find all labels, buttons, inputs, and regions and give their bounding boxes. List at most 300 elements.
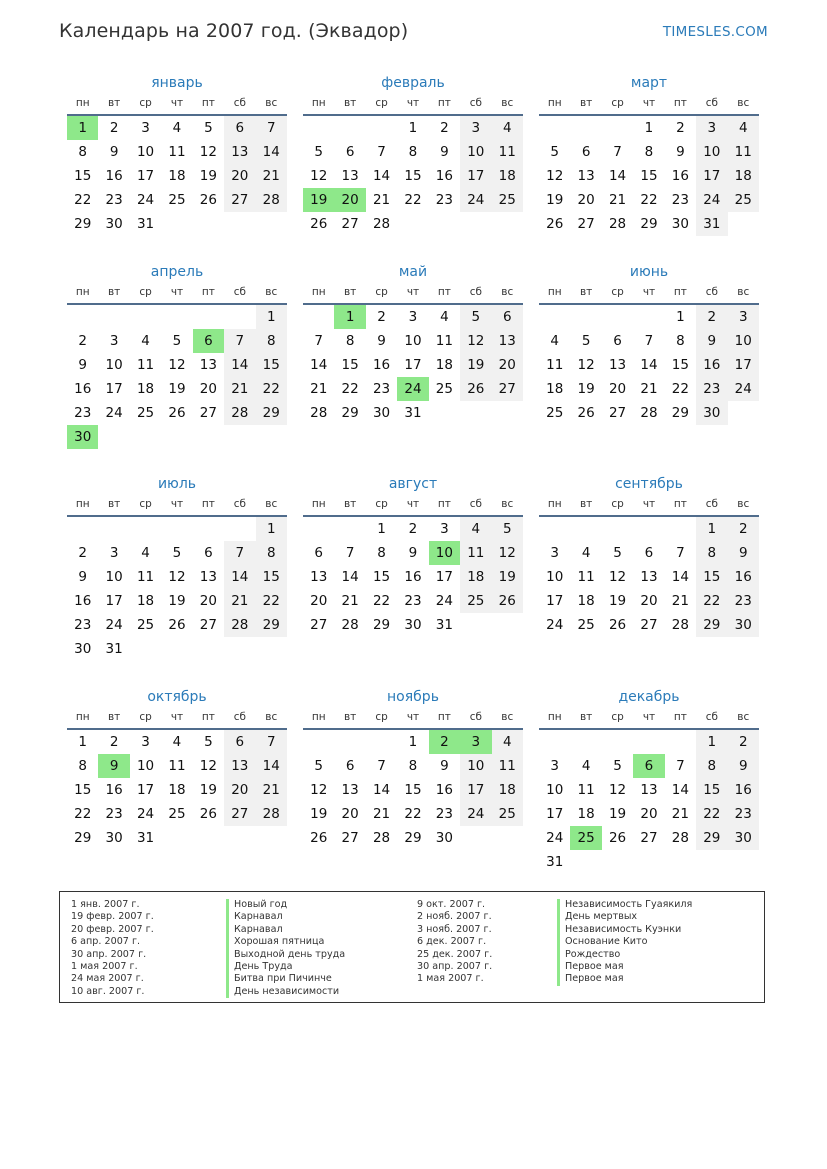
day-cell[interactable]: 26: [168, 617, 186, 633]
day-cell[interactable]: 17: [435, 569, 453, 585]
day-cell[interactable]: 31: [105, 641, 123, 657]
day-cell[interactable]: 15: [671, 357, 689, 373]
day-cell[interactable]: 9: [78, 357, 87, 373]
day-cell[interactable]: 9: [440, 758, 449, 774]
day-cell[interactable]: 15: [372, 569, 391, 585]
day-cell[interactable]: 13: [341, 782, 359, 798]
day-cell[interactable]: 12: [608, 569, 627, 585]
day-cell[interactable]: 30: [671, 216, 689, 232]
day-cell[interactable]: 12: [546, 168, 564, 184]
day-cell[interactable]: 6: [224, 730, 255, 754]
day-cell[interactable]: 19: [577, 381, 595, 397]
day-cell[interactable]: 10: [136, 758, 155, 774]
day-cell[interactable]: 16: [671, 168, 689, 184]
day-cell[interactable]: 1: [408, 734, 418, 750]
day-cell[interactable]: 4: [172, 120, 182, 136]
holiday-day-cell[interactable]: 1: [67, 116, 98, 140]
day-cell[interactable]: 31: [136, 216, 155, 232]
day-cell[interactable]: 10: [404, 333, 422, 349]
day-cell[interactable]: 27: [640, 830, 658, 846]
day-cell[interactable]: 27: [224, 802, 255, 826]
day-cell[interactable]: 11: [168, 144, 186, 160]
day-cell[interactable]: 15: [74, 168, 92, 184]
day-cell[interactable]: 27: [341, 830, 359, 846]
day-cell[interactable]: 21: [608, 192, 627, 208]
day-cell[interactable]: 21: [256, 164, 287, 188]
day-cell[interactable]: 18: [460, 565, 491, 589]
day-cell[interactable]: 8: [377, 545, 386, 561]
day-cell[interactable]: 17: [136, 782, 155, 798]
day-cell[interactable]: 2: [78, 545, 87, 561]
day-cell[interactable]: 31: [404, 405, 422, 421]
day-cell[interactable]: 21: [341, 593, 359, 609]
day-cell[interactable]: 20: [640, 593, 658, 609]
holiday-day-cell[interactable]: 20: [334, 188, 365, 212]
day-cell[interactable]: 17: [136, 168, 155, 184]
day-cell[interactable]: 29: [404, 830, 422, 846]
day-cell[interactable]: 7: [377, 758, 386, 774]
holiday-day-cell[interactable]: 30: [67, 425, 98, 449]
day-cell[interactable]: 8: [78, 144, 87, 160]
day-cell[interactable]: 31: [435, 617, 453, 633]
day-cell[interactable]: 7: [345, 545, 355, 561]
day-cell[interactable]: 26: [608, 830, 627, 846]
day-cell[interactable]: 30: [728, 826, 759, 850]
day-cell[interactable]: 23: [105, 192, 123, 208]
day-cell[interactable]: 20: [199, 593, 217, 609]
day-cell[interactable]: 22: [696, 589, 727, 613]
day-cell[interactable]: 13: [492, 329, 523, 353]
day-cell[interactable]: 25: [460, 589, 491, 613]
day-cell[interactable]: 17: [404, 357, 422, 373]
day-cell[interactable]: 13: [577, 168, 595, 184]
day-cell[interactable]: 30: [105, 216, 123, 232]
day-cell[interactable]: 2: [408, 521, 418, 537]
day-cell[interactable]: 25: [728, 188, 759, 212]
day-cell[interactable]: 12: [168, 357, 186, 373]
day-cell[interactable]: 8: [696, 754, 727, 778]
holiday-day-cell[interactable]: 3: [460, 730, 491, 754]
day-cell[interactable]: 8: [696, 541, 727, 565]
day-cell[interactable]: 24: [728, 377, 759, 401]
day-cell[interactable]: 28: [256, 188, 287, 212]
day-cell[interactable]: 8: [345, 333, 355, 349]
day-cell[interactable]: 9: [109, 144, 119, 160]
day-cell[interactable]: 29: [256, 401, 287, 425]
day-cell[interactable]: 3: [141, 120, 150, 136]
day-cell[interactable]: 15: [404, 168, 422, 184]
day-cell[interactable]: 14: [608, 168, 627, 184]
day-cell[interactable]: 14: [224, 353, 255, 377]
day-cell[interactable]: 16: [105, 168, 123, 184]
day-cell[interactable]: 20: [341, 806, 359, 822]
day-cell[interactable]: 2: [109, 734, 119, 750]
day-cell[interactable]: 24: [696, 188, 727, 212]
day-cell[interactable]: 18: [168, 782, 186, 798]
day-cell[interactable]: 7: [224, 541, 255, 565]
day-cell[interactable]: 4: [141, 333, 150, 349]
day-cell[interactable]: 8: [408, 144, 418, 160]
day-cell[interactable]: 19: [168, 593, 186, 609]
day-cell[interactable]: 24: [105, 405, 123, 421]
day-cell[interactable]: 25: [492, 802, 523, 826]
day-cell[interactable]: 12: [608, 782, 627, 798]
day-cell[interactable]: 26: [199, 806, 217, 822]
day-cell[interactable]: 8: [408, 758, 418, 774]
day-cell[interactable]: 25: [577, 617, 595, 633]
day-cell[interactable]: 3: [696, 116, 727, 140]
day-cell[interactable]: 2: [728, 730, 759, 754]
day-cell[interactable]: 16: [728, 565, 759, 589]
day-cell[interactable]: 3: [440, 521, 449, 537]
day-cell[interactable]: 31: [696, 212, 727, 236]
day-cell[interactable]: 24: [460, 802, 491, 826]
day-cell[interactable]: 29: [696, 826, 727, 850]
day-cell[interactable]: 22: [256, 377, 287, 401]
day-cell[interactable]: 1: [78, 734, 87, 750]
day-cell[interactable]: 5: [172, 333, 182, 349]
day-cell[interactable]: 8: [644, 144, 654, 160]
day-cell[interactable]: 23: [435, 192, 453, 208]
day-cell[interactable]: 13: [341, 168, 359, 184]
day-cell[interactable]: 22: [404, 192, 422, 208]
day-cell[interactable]: 13: [640, 782, 658, 798]
day-cell[interactable]: 19: [310, 806, 328, 822]
day-cell[interactable]: 7: [676, 545, 685, 561]
day-cell[interactable]: 7: [613, 144, 622, 160]
day-cell[interactable]: 14: [671, 569, 689, 585]
day-cell[interactable]: 22: [372, 593, 391, 609]
day-cell[interactable]: 27: [310, 617, 328, 633]
day-cell[interactable]: 6: [581, 144, 591, 160]
day-cell[interactable]: 19: [168, 381, 186, 397]
day-cell[interactable]: 18: [136, 593, 155, 609]
day-cell[interactable]: 27: [199, 405, 217, 421]
day-cell[interactable]: 26: [577, 405, 595, 421]
day-cell[interactable]: 5: [314, 758, 323, 774]
day-cell[interactable]: 18: [577, 593, 595, 609]
day-cell[interactable]: 20: [224, 164, 255, 188]
holiday-day-cell[interactable]: 10: [429, 541, 460, 565]
day-cell[interactable]: 10: [460, 754, 491, 778]
day-cell[interactable]: 18: [168, 168, 186, 184]
day-cell[interactable]: 21: [372, 192, 391, 208]
day-cell[interactable]: 14: [224, 565, 255, 589]
day-cell[interactable]: 26: [460, 377, 491, 401]
day-cell[interactable]: 18: [435, 357, 453, 373]
day-cell[interactable]: 11: [728, 140, 759, 164]
day-cell[interactable]: 27: [577, 216, 595, 232]
day-cell[interactable]: 5: [204, 120, 213, 136]
day-cell[interactable]: 26: [168, 405, 186, 421]
day-cell[interactable]: 8: [256, 329, 287, 353]
day-cell[interactable]: 13: [199, 569, 217, 585]
day-cell[interactable]: 28: [671, 617, 689, 633]
day-cell[interactable]: 3: [728, 305, 759, 329]
day-cell[interactable]: 2: [728, 517, 759, 541]
day-cell[interactable]: 19: [199, 782, 217, 798]
day-cell[interactable]: 11: [492, 754, 523, 778]
day-cell[interactable]: 3: [460, 116, 491, 140]
day-cell[interactable]: 26: [310, 216, 328, 232]
holiday-day-cell[interactable]: 1: [334, 305, 365, 329]
day-cell[interactable]: 9: [728, 541, 759, 565]
day-cell[interactable]: 1: [377, 521, 386, 537]
day-cell[interactable]: 2: [377, 309, 386, 325]
holiday-day-cell[interactable]: 6: [193, 329, 224, 353]
day-cell[interactable]: 10: [136, 144, 155, 160]
day-cell[interactable]: 15: [404, 782, 422, 798]
day-cell[interactable]: 29: [372, 617, 391, 633]
day-cell[interactable]: 28: [608, 216, 627, 232]
day-cell[interactable]: 16: [74, 381, 92, 397]
day-cell[interactable]: 10: [105, 357, 123, 373]
day-cell[interactable]: 12: [310, 168, 328, 184]
day-cell[interactable]: 11: [460, 541, 491, 565]
day-cell[interactable]: 5: [172, 545, 182, 561]
day-cell[interactable]: 5: [314, 144, 323, 160]
day-cell[interactable]: 20: [577, 192, 595, 208]
holiday-day-cell[interactable]: 6: [633, 754, 664, 778]
day-cell[interactable]: 27: [224, 188, 255, 212]
day-cell[interactable]: 24: [546, 830, 564, 846]
day-cell[interactable]: 9: [696, 329, 727, 353]
day-cell[interactable]: 23: [728, 589, 759, 613]
day-cell[interactable]: 11: [435, 333, 453, 349]
day-cell[interactable]: 6: [492, 305, 523, 329]
day-cell[interactable]: 17: [546, 593, 564, 609]
day-cell[interactable]: 6: [613, 333, 622, 349]
day-cell[interactable]: 22: [640, 192, 658, 208]
day-cell[interactable]: 11: [577, 782, 595, 798]
day-cell[interactable]: 14: [671, 782, 689, 798]
day-cell[interactable]: 29: [256, 613, 287, 637]
day-cell[interactable]: 11: [168, 758, 186, 774]
day-cell[interactable]: 29: [696, 613, 727, 637]
day-cell[interactable]: 13: [640, 569, 658, 585]
day-cell[interactable]: 23: [671, 192, 689, 208]
day-cell[interactable]: 11: [136, 569, 155, 585]
day-cell[interactable]: 22: [256, 589, 287, 613]
day-cell[interactable]: 21: [224, 589, 255, 613]
day-cell[interactable]: 19: [460, 353, 491, 377]
day-cell[interactable]: 1: [256, 305, 287, 329]
day-cell[interactable]: 28: [372, 216, 391, 232]
day-cell[interactable]: 20: [640, 806, 658, 822]
day-cell[interactable]: 4: [581, 545, 591, 561]
day-cell[interactable]: 19: [608, 806, 627, 822]
holiday-day-cell[interactable]: 9: [98, 754, 129, 778]
day-cell[interactable]: 4: [492, 116, 523, 140]
day-cell[interactable]: 30: [372, 405, 391, 421]
day-cell[interactable]: 20: [224, 778, 255, 802]
day-cell[interactable]: 13: [224, 754, 255, 778]
day-cell[interactable]: 4: [141, 545, 150, 561]
day-cell[interactable]: 5: [492, 517, 523, 541]
day-cell[interactable]: 5: [460, 305, 491, 329]
day-cell[interactable]: 7: [644, 333, 654, 349]
day-cell[interactable]: 10: [460, 140, 491, 164]
day-cell[interactable]: 22: [74, 192, 92, 208]
day-cell[interactable]: 24: [136, 192, 155, 208]
day-cell[interactable]: 24: [136, 806, 155, 822]
day-cell[interactable]: 20: [492, 353, 523, 377]
day-cell[interactable]: 3: [408, 309, 418, 325]
day-cell[interactable]: 17: [460, 164, 491, 188]
day-cell[interactable]: 13: [199, 357, 217, 373]
day-cell[interactable]: 28: [341, 617, 359, 633]
day-cell[interactable]: 9: [676, 144, 685, 160]
day-cell[interactable]: 10: [728, 329, 759, 353]
day-cell[interactable]: 7: [256, 116, 287, 140]
day-cell[interactable]: 21: [224, 377, 255, 401]
day-cell[interactable]: 13: [310, 569, 328, 585]
day-cell[interactable]: 18: [492, 778, 523, 802]
day-cell[interactable]: 21: [640, 381, 658, 397]
day-cell[interactable]: 21: [671, 806, 689, 822]
day-cell[interactable]: 28: [310, 405, 328, 421]
day-cell[interactable]: 22: [696, 802, 727, 826]
day-cell[interactable]: 9: [78, 569, 87, 585]
day-cell[interactable]: 5: [550, 144, 559, 160]
day-cell[interactable]: 3: [550, 545, 559, 561]
day-cell[interactable]: 7: [224, 329, 255, 353]
day-cell[interactable]: 24: [460, 188, 491, 212]
brand-link[interactable]: TIMESLES.COM: [662, 24, 768, 40]
day-cell[interactable]: 26: [492, 589, 523, 613]
day-cell[interactable]: 29: [671, 405, 689, 421]
day-cell[interactable]: 6: [314, 545, 323, 561]
day-cell[interactable]: 22: [671, 381, 689, 397]
day-cell[interactable]: 19: [199, 168, 217, 184]
day-cell[interactable]: 6: [345, 144, 355, 160]
day-cell[interactable]: 6: [644, 545, 654, 561]
day-cell[interactable]: 4: [440, 309, 449, 325]
day-cell[interactable]: 29: [341, 405, 359, 421]
day-cell[interactable]: 26: [199, 192, 217, 208]
day-cell[interactable]: 1: [696, 730, 727, 754]
day-cell[interactable]: 15: [256, 353, 287, 377]
day-cell[interactable]: 15: [341, 357, 359, 373]
day-cell[interactable]: 12: [460, 329, 491, 353]
day-cell[interactable]: 9: [728, 754, 759, 778]
day-cell[interactable]: 2: [109, 120, 119, 136]
day-cell[interactable]: 28: [256, 802, 287, 826]
day-cell[interactable]: 2: [676, 120, 685, 136]
day-cell[interactable]: 20: [199, 381, 217, 397]
day-cell[interactable]: 11: [546, 357, 564, 373]
day-cell[interactable]: 4: [492, 730, 523, 754]
holiday-day-cell[interactable]: 24: [397, 377, 428, 401]
day-cell[interactable]: 28: [224, 401, 255, 425]
day-cell[interactable]: 27: [199, 617, 217, 633]
day-cell[interactable]: 30: [435, 830, 453, 846]
day-cell[interactable]: 12: [492, 541, 523, 565]
day-cell[interactable]: 15: [696, 778, 727, 802]
day-cell[interactable]: 2: [78, 333, 87, 349]
day-cell[interactable]: 8: [256, 541, 287, 565]
day-cell[interactable]: 23: [105, 806, 123, 822]
day-cell[interactable]: 12: [168, 569, 186, 585]
day-cell[interactable]: 14: [372, 782, 391, 798]
day-cell[interactable]: 16: [74, 593, 92, 609]
day-cell[interactable]: 18: [546, 381, 564, 397]
day-cell[interactable]: 12: [310, 782, 328, 798]
day-cell[interactable]: 24: [435, 593, 453, 609]
day-cell[interactable]: 17: [460, 778, 491, 802]
day-cell[interactable]: 29: [640, 216, 658, 232]
day-cell[interactable]: 21: [671, 593, 689, 609]
day-cell[interactable]: 10: [546, 569, 564, 585]
day-cell[interactable]: 4: [172, 734, 182, 750]
day-cell[interactable]: 17: [105, 593, 123, 609]
day-cell[interactable]: 25: [168, 192, 186, 208]
day-cell[interactable]: 31: [136, 830, 155, 846]
holiday-day-cell[interactable]: 25: [570, 826, 601, 850]
day-cell[interactable]: 20: [310, 593, 328, 609]
day-cell[interactable]: 15: [640, 168, 658, 184]
day-cell[interactable]: 11: [136, 357, 155, 373]
day-cell[interactable]: 29: [74, 216, 92, 232]
day-cell[interactable]: 7: [256, 730, 287, 754]
day-cell[interactable]: 9: [377, 333, 386, 349]
day-cell[interactable]: 21: [310, 381, 328, 397]
day-cell[interactable]: 5: [613, 758, 622, 774]
day-cell[interactable]: 18: [728, 164, 759, 188]
day-cell[interactable]: 30: [74, 641, 92, 657]
day-cell[interactable]: 25: [136, 617, 155, 633]
day-cell[interactable]: 24: [105, 617, 123, 633]
day-cell[interactable]: 18: [577, 806, 595, 822]
day-cell[interactable]: 27: [341, 216, 359, 232]
day-cell[interactable]: 27: [608, 405, 627, 421]
day-cell[interactable]: 6: [204, 545, 213, 561]
day-cell[interactable]: 15: [74, 782, 92, 798]
day-cell[interactable]: 20: [608, 381, 627, 397]
day-cell[interactable]: 23: [435, 806, 453, 822]
day-cell[interactable]: 17: [105, 381, 123, 397]
day-cell[interactable]: 7: [377, 144, 386, 160]
day-cell[interactable]: 21: [256, 778, 287, 802]
day-cell[interactable]: 9: [440, 144, 449, 160]
day-cell[interactable]: 14: [640, 357, 658, 373]
day-cell[interactable]: 14: [310, 357, 328, 373]
day-cell[interactable]: 30: [696, 401, 727, 425]
day-cell[interactable]: 25: [136, 405, 155, 421]
day-cell[interactable]: 8: [676, 333, 685, 349]
day-cell[interactable]: 25: [435, 381, 453, 397]
day-cell[interactable]: 31: [546, 854, 564, 870]
holiday-day-cell[interactable]: 19: [303, 188, 334, 212]
day-cell[interactable]: 15: [256, 565, 287, 589]
day-cell[interactable]: 14: [372, 168, 391, 184]
day-cell[interactable]: 10: [546, 782, 564, 798]
day-cell[interactable]: 4: [581, 758, 591, 774]
day-cell[interactable]: 12: [577, 357, 595, 373]
day-cell[interactable]: 15: [696, 565, 727, 589]
day-cell[interactable]: 30: [404, 617, 422, 633]
day-cell[interactable]: 16: [105, 782, 123, 798]
day-cell[interactable]: 17: [546, 806, 564, 822]
day-cell[interactable]: 4: [550, 333, 559, 349]
day-cell[interactable]: 4: [460, 517, 491, 541]
day-cell[interactable]: 2: [696, 305, 727, 329]
day-cell[interactable]: 25: [492, 188, 523, 212]
day-cell[interactable]: 19: [492, 565, 523, 589]
day-cell[interactable]: 16: [435, 168, 453, 184]
day-cell[interactable]: 16: [696, 353, 727, 377]
day-cell[interactable]: 2: [440, 120, 449, 136]
